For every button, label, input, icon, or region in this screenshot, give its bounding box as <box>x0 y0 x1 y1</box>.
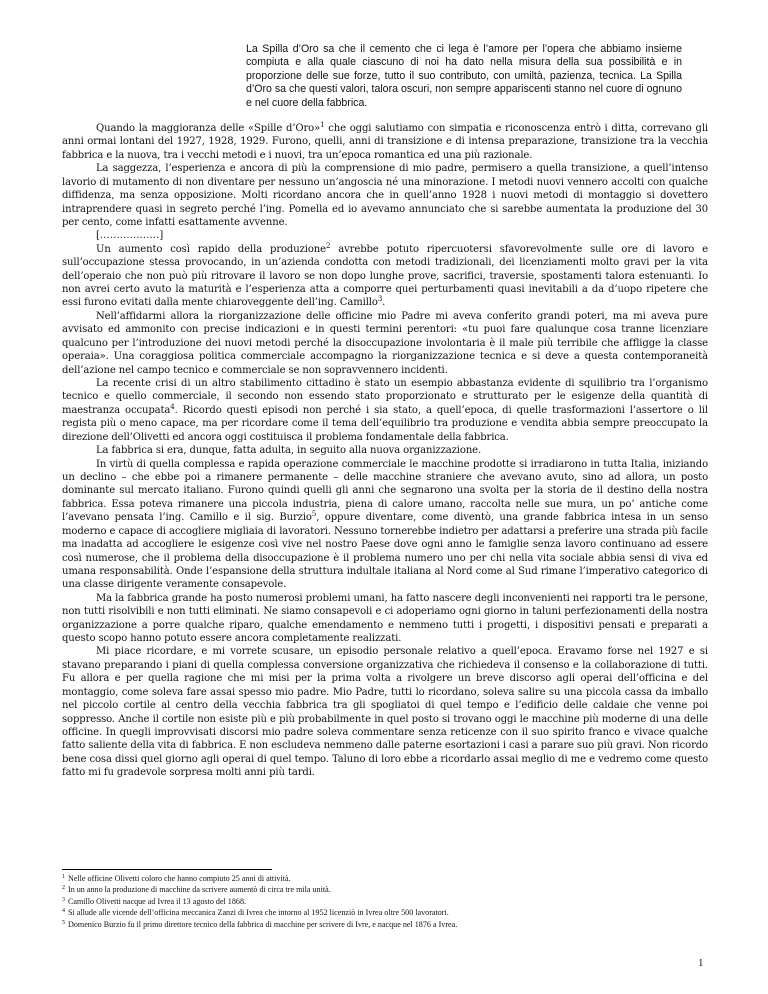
paragraph-2: La saggezza, l’esperienza e ancora di più la comprensione di mio padre, permisero a quella transizione, a quell’intenso lavorio di mutamento di non diventare per nessuno un’angoscia né una minorazione. I metodi nuovi vennero accolti con qualche diffidenza, ma senza opposizione. Molti ricordano ancora che in quell’anno 1928 i nuovi metodi di montaggio si dovettero intraprendere quasi in segreto perché l’ing. Pomella ed io avevamo annunciato che si sarebbe aumentata la produzione del 30 per cento, come infatti esattamente avvenne. <box>62 163 708 228</box>
footnote-ref-3: 3 <box>377 295 383 304</box>
footnote-3: $^3$ Camillo Olivetti nacque ad Ivrea il 13 agosto del 1868. <box>62 896 247 906</box>
paragraph-4: Nell’affidarmi allora la riorganizzazione delle officine mio Padre mi aveva conferito grandi poteri, ma mi aveva pure avvisato ed ammonito con precise indicazioni e in questi termini perentori: «tu puoi fare qualunque cosa tranne licenziare qualcuno per l’introduzione dei nuovi metodi perché la disoccupazione involontaria è il male più terribile che affligge la classe operaia». Una coraggiosa politica commerciale accompagno la riorganizzazione tecnica e si deve a questa contemporaneità dell’azione nel campo tecnico e commerciale se non sopravvennero incidenti. <box>62 310 708 376</box>
footnote-2: $^2$ In un anno la produzione di macchine da scrivere aumentò di circa tre mila unità. <box>62 885 331 895</box>
footnote-5: $^5$ Domenico Burzio fu il primo direttore tecnico della fabbrica di macchine per scrivere di Ivre, e nacque nel 1876 a Ivrea. <box>62 919 458 929</box>
paragraph-9: Mi piace ricordare, e mi vorrete scusare, un episodio personale relativo a quell’epoca. Eravamo forse nel 1927 e si stavano preparando i piani di quella complessa conversione organizzativa che richiedeva il consenso e la collaborazione di tutti. Fu allora e per quella ragione che mi misi per la prima volta a rivolgere un breve discorso agli operai dell’officina e del montaggio, come soleva fare assai spesso mio padre. Mio Padre, tutti lo ricordano, soleva salire su una piccola cassa da imballo nel piccolo cortile al centro della vecchia fabbrica tra gli spogliatoi di quel tempo e l’edificio delle caldaie che venne poi soppresso. Anche il cortile non esiste più e più probabilmente in quel posto si trovano oggi le macchine più moderne di una delle officine. In quegli improvvisati discorsi mio padre soleva commentare senza reticenze con il suo spirito franco e vivace qualche fatto saliente della vita di fabbrica. E non escludeva nemmeno dalle paterne esortazioni i casi a parare suo più gravi. Non ricordo bene cosa dissi quel giorno agli operai di quel tempo. Taluno di loro ebbe a ricordarlo assai meglio di me e vedremo come questo fatto mi fu gradevole sorpresa molti anni più tardi. <box>62 646 708 779</box>
paragraph-7: In virtù di quella complessa e rapida operazione commerciale le macchine prodotte si irradiarono in tutta Italia, iniziando un declino – che ebbe poi a rimanere permanente – delle macchine straniere che avevano avuto, sino ad allora, un posto dominante sul mercato italiano. Furono quindi quelli gli anni che segnarono una svolta per la storia de il destino della nostra fabbrica. Essa poteva rimanere una piccola industria, piena di calore umano, raccolta nelle sue mura, un po’ antiche come l’avevano pensata l’ing. Camillo e il sig. Burzio$^5$, oppure diventare, come diventò, una grande fabbrica intesa in un senso moderno e capace di accogliere migliaia di lavoratori. Nessuno tornerebbe indietro per adattarsi a preferire una strada più facile ma inadatta ad accogliere le esigenze così vive nel nostro Paese dove ogni anno le famiglie senza lavoro continuano ad essere così numerose, che il problema della disoccupazione è il problema numero uno per chi nella vita sociale abbia sensi di viva ed umana responsabilità. Onde l’espansione della struttura indultale italiana al Nord come al Sud rimane l’imperativo categorico di una classe dirigente veramente consapevole. <box>62 458 709 591</box>
paragraph-6: La fabbrica si era, dunque, fatta adulta, in seguito alla nuova organizzazione. <box>96 445 482 457</box>
paragraph-5: La recente crisi di un altro stabilimento cittadino è stato un esempio abbastanza evidente di squilibrio tra l’organismo tecnico e quello commerciale, il secondo non essendo stato proporzionato e strutturato per le esigenze della quantità di maestranza occupata$^4$. Ricordo questi episodi non perché i sia stato, a quell’epoca, di quelle trasformazioni l’assertore o lil regista più o meno capace, ma per ricordare come il tema dell’equilibrio tra produzione e vendita abbia sempre preoccupato la direzione dell’Olivetti ed ancora oggi costituisca il problema fondamentale della fabbrica. <box>62 378 708 443</box>
footnote-ref-4: 4 <box>170 402 175 411</box>
paragraph-3: Un aumento così rapido della produzione$^2$ avrebbe potuto ripercuotersi sfavorevolmente sulle ore di lavoro e sull’occupazione stessa provocando, in un’azienda condotta con metodi tradizionali, dei licenziamenti molto gravi per la vita dell’operaio che non può più ritrovare il lavoro se non dopo lunghe prove, sacrifici, traversie, spostamenti talora estenuanti. Io non avrei certo avuto la maturità e l’esperienza atta a comporre quei perturbamenti quasi inevitabili a da d’uopo ripetere che essi furono evitati dalla mente chiaroveggente dell’ing. Camillo$^3$. <box>62 241 708 309</box>
footnote-ref-2: 2 <box>325 241 331 250</box>
footnotes <box>62 873 722 930</box>
paragraph-1: Quando la maggioranza delle «Spille d’Oro»$^1$ che oggi salutiamo con simpatia e riconoscenza entrò i ditta, correvano gli anni ormai lontani del 1927, 1928, 1929. Furono, quelli, anni di transizione e di intensa preparazione, transizione tra la vecchia fabbrica e la nuova, tra i vecchi metodi e i nuovi, tra un’epoca romantica ed una più razionale. <box>62 121 708 161</box>
paragraph-8: Ma la fabbrica grande ha posto numerosi problemi umani, ha fatto nascere degli inconvenienti nei rapporti tra le persone, non tutti risolvibili e non tutti eliminati. Ne siamo consapevoli e ci adoperiamo ogni giorno in taluni perfezionamenti della nostra organizzazione a porre qualche riparo, qualche emendamento e nemmeno tutti i progetti, i dispositivi pensati e preparati a questo scopo hanno potuto essere ancora completamente realizzati. <box>62 592 708 645</box>
footnote-ref-1: 1 <box>320 121 325 129</box>
ellipsis-marker: [………………] <box>96 230 164 242</box>
body-text <box>62 122 708 780</box>
footnote-4: $^4$ Si allude alle vicende dell’officina meccanica Zanzi di Ivrea che intorno al 1952 licenziò in Ivrea oltre 500 lavoratori. <box>62 908 449 918</box>
footnote-1: $^1$ Nelle officine Olivetti coloro che hanno compiuto 25 anni di attività. <box>62 874 291 883</box>
footnote-ref-5: 5 <box>311 510 317 519</box>
page-number: 1 <box>698 957 704 969</box>
epigraph-quote: La Spilla d’Oro sa che il cemento che ci lega è l’amore per l’opera che abbiamo insieme compiuta e alla quale ciascuno di noi ha dato nella misura della sua possibilità e in proporzione delle sue forze, tutto il suo contributo, con umiltà, pazienza, tecnica. La Spilla d’Oro sa che questi valori, talora oscuri, non sempre appariscenti stanno nel cuore di ognuno e nel cuore della fabbrica. <box>246 43 682 109</box>
footnote-separator <box>62 869 272 870</box>
